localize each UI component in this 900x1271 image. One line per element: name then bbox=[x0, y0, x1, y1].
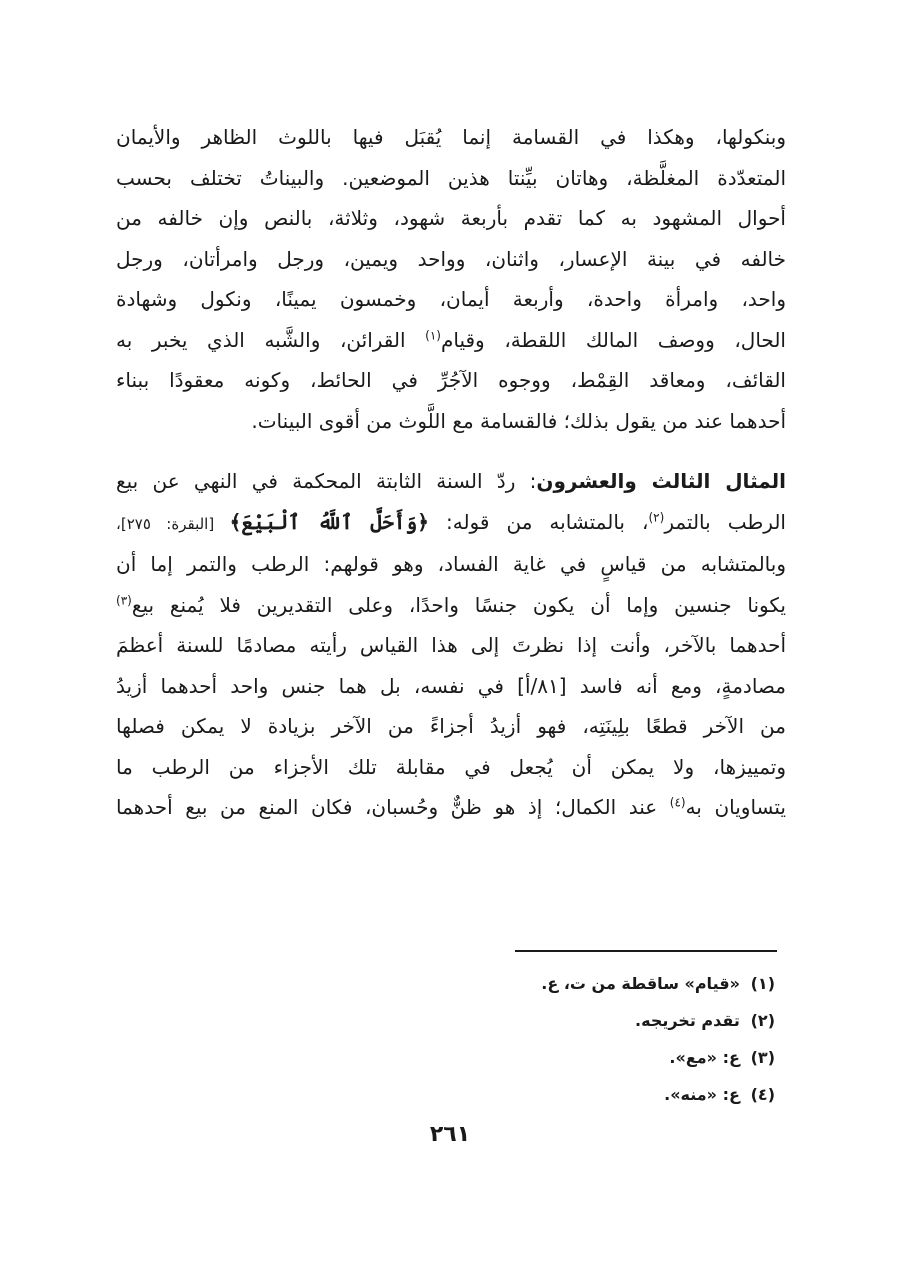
footnote-1 bbox=[375, 965, 775, 1002]
text-segment: القرائن، والشَّبه الذي يخبر به bbox=[116, 327, 426, 352]
text-line: أحدهما بالآخر، وأنت إذا نظرتَ إلى هذا القياس رأيته مصادمًا للسنة أعظمَ bbox=[116, 633, 786, 657]
footnote-ref-1[interactable]: (١) bbox=[425, 327, 441, 342]
verse-reference: [البقرة: ٢٧٥]، bbox=[116, 514, 230, 533]
footnote-text: ع: «مع». bbox=[669, 1048, 740, 1067]
footnote-4 bbox=[375, 1076, 775, 1113]
text-line: وبنكولها، وهكذا في القسامة إنما يُقبَل فيها باللوث الظاهر والأيمان bbox=[116, 125, 786, 149]
footnote-text: «قيام» ساقطة من ت، ع. bbox=[541, 974, 740, 993]
footnote-text: ع: «منه». bbox=[664, 1085, 740, 1104]
text-segment: الرطب بالتمر bbox=[664, 509, 786, 534]
text-segment: : ردّ السنة الثابتة المحكمة في النهي عن بيع bbox=[116, 469, 537, 493]
page-number: ٢٦١ bbox=[429, 1122, 471, 1147]
footnote-number: (١) bbox=[750, 974, 775, 993]
text-line: خالفه في بينة الإعسار، واثنان، وواحد ويمين، ورجل وامرأتان، ورجل bbox=[116, 246, 786, 271]
text-line: القائف، ومعاقد القِمْط، ووجوه الآجُرِّ في الحائط، وكونه معقودًا ببناء bbox=[116, 368, 786, 392]
text-line: وتمييزها، ولا يمكن أن يُجعل في مقابلة تلك الأجزاء من الرطب ما bbox=[116, 754, 786, 779]
footnote-number: (٢) bbox=[750, 1011, 775, 1030]
text-line bbox=[116, 461, 786, 502]
text-line: المتعدّدة المغلَّظة، وهاتان بيِّنتا هذين الموضعين. والبيناتُ تختلف بحسب bbox=[116, 165, 786, 190]
footnote-ref-2[interactable]: (٢) bbox=[648, 509, 665, 524]
footnote-ref-3[interactable]: (٣) bbox=[116, 592, 132, 607]
text-line: وبالمتشابه من قياسٍ في غاية الفساد، وهو قولهم: الرطب والتمر إما أن bbox=[116, 552, 786, 576]
footnote-number: (٤) bbox=[750, 1085, 775, 1104]
main-text bbox=[116, 117, 786, 828]
footnote-divider bbox=[515, 950, 777, 952]
text-line bbox=[116, 585, 786, 626]
text-segment: عند الكمال؛ إذ هو ظنٌّ وحُسبان، فكان المنع من بيع أحدهما bbox=[116, 795, 670, 819]
text-segment: ، بالمتشابه من قوله: bbox=[428, 509, 649, 534]
footnotes bbox=[375, 965, 775, 1113]
text-line: أحوال المشهود به كما تقدم بأربعة شهود، وثلاثة، بالنص وإن خالفه من bbox=[116, 206, 786, 230]
footnote-text: تقدم تخريجه. bbox=[635, 1011, 740, 1030]
footnote-number: (٣) bbox=[750, 1048, 775, 1067]
footnote-2 bbox=[375, 1002, 775, 1039]
example-heading: المثال الثالث والعشرون bbox=[536, 469, 786, 493]
text-line: من الآخر قطعًا بلِينَتِه، فهو أزيدُ أجزاءً من الآخر بزيادة لا يمكن فصلها bbox=[116, 714, 786, 738]
text-segment: الحال، ووصف المالك اللقطة، وقيام bbox=[440, 327, 786, 352]
quran-verse: ﴿وَأَحَلَّ ٱللَّهُ ٱلْبَيْعَ﴾ bbox=[229, 509, 429, 534]
text-line bbox=[116, 502, 786, 545]
paragraph-1 bbox=[116, 117, 786, 441]
footnote-3 bbox=[375, 1039, 775, 1076]
text-line: أحدهما عند من يقول بذلك؛ فالقسامة مع اللَّوث من أقوى البينات. bbox=[251, 408, 786, 433]
paragraph-2 bbox=[116, 461, 786, 828]
footnote-ref-4[interactable]: (٤) bbox=[669, 795, 686, 810]
text-line bbox=[116, 787, 786, 828]
text-segment: يكونا جنسين وإما أن يكون جنسًا واحدًا، وعلى التقديرين فلا يُمنع بيع bbox=[131, 592, 786, 617]
text-line bbox=[116, 320, 786, 361]
text-segment: يتساويان به bbox=[685, 795, 786, 819]
text-line: واحد، وامرأة واحدة، وأربعة أيمان، وخمسون يمينًا، ونكول وشهادة bbox=[116, 287, 786, 311]
text-line: مصادمةٍ، ومع أنه فاسد [٨١/أ] في نفسه، بل هما جنس واحد أحدهما أزيدُ bbox=[116, 673, 786, 698]
